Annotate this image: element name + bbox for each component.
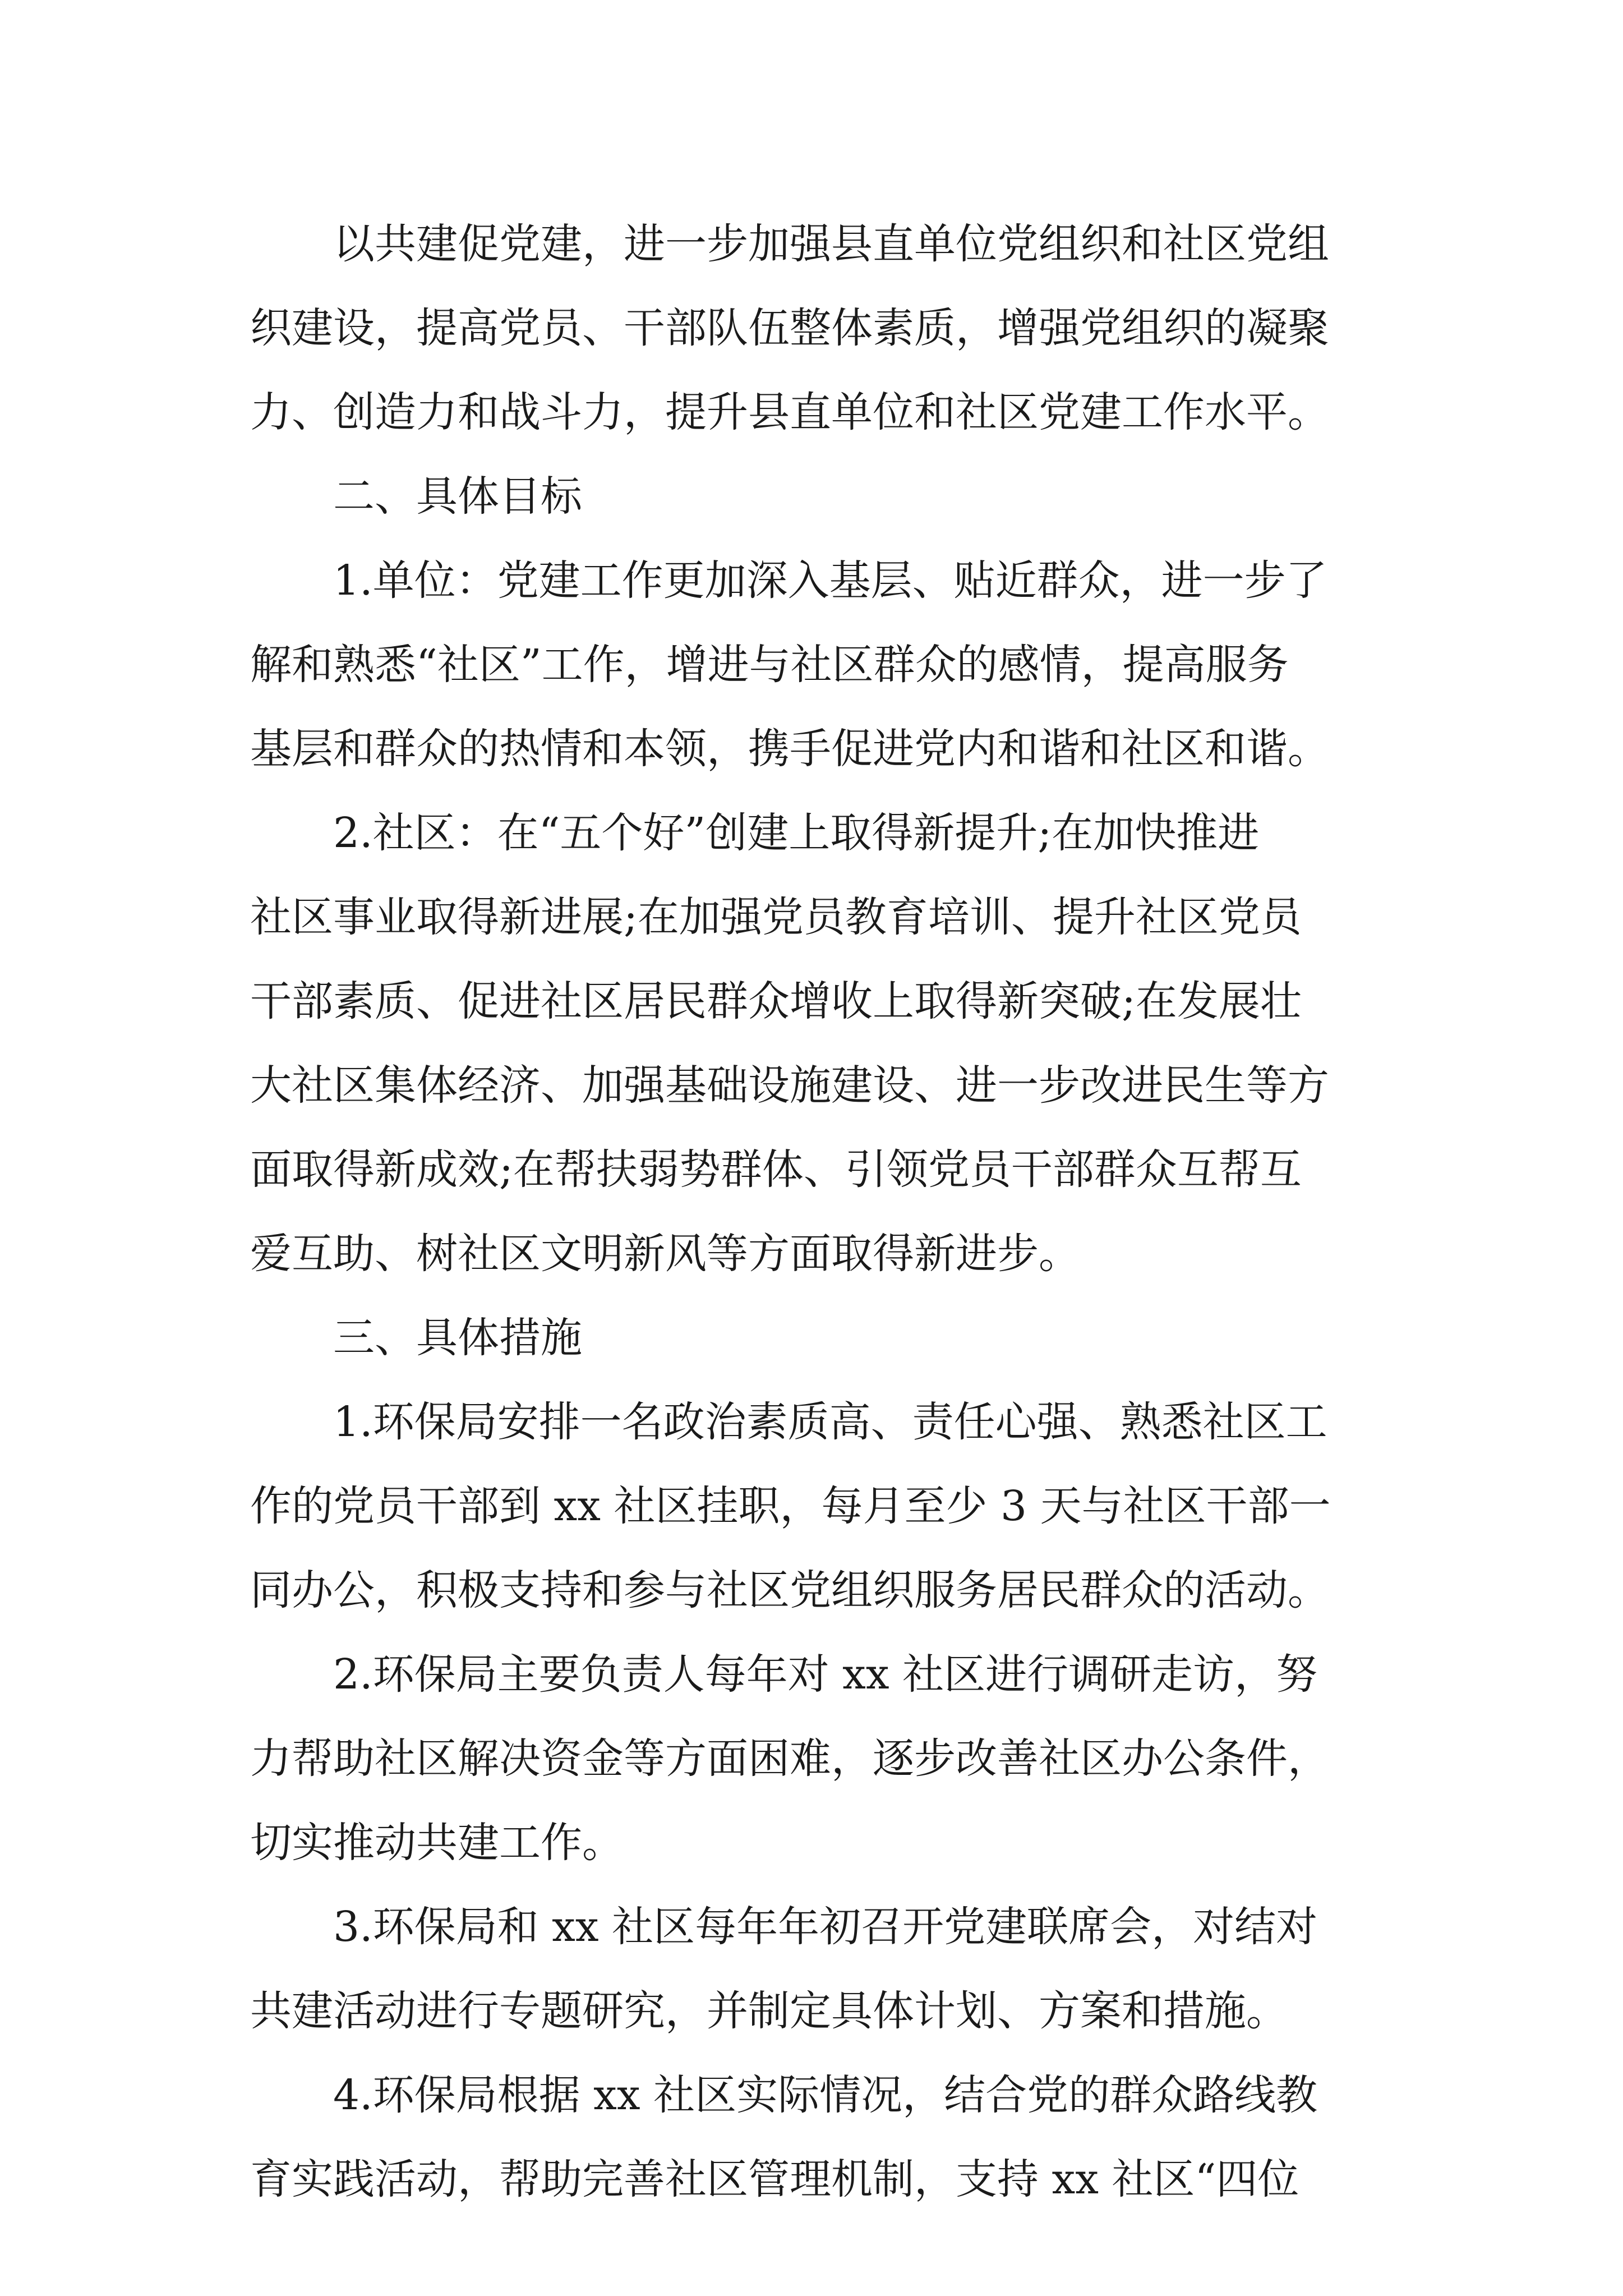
goal-item-1: 1.单位：党建工作更加深入基层、贴近群众，进一步了 解和熟悉“社区”工作，增进与社区群众的感情，提高服务 基层和群众的热情和本领，携手促进党内和谐和社区和谐。 — [250, 556, 1329, 773]
goal-item-2: 2.社区：在“五个好”创建上取得新提升;在加快推进 社区事业取得新进展;在加强党员教育培训、提升社区党员 干部素质、促进社区居民群众增收上取得新突破;在发展壮 大社区集体经济、加强基础设施建设、进一步改进民生等方 面取得新成效;在帮扶弱势群体、引领党员干部群众互帮互 爱互助、树社区文明新风等方面取得新进步。 — [250, 809, 1329, 1278]
document-body — [250, 202, 1383, 2221]
measure-item-3: 3.环保局和 xx 社区每年年初召开党建联席会，对结对 共建活动进行专题研究，并制定具体计划、方案和措施。 — [250, 1903, 1318, 2035]
section-heading-measures: 三、具体措施 — [333, 1314, 582, 1362]
measure-item-1: 1.环保局安排一名政治素质高、责任心强、熟悉社区工 作的党员干部到 xx 社区挂职，每月至少 3 天与社区干部一 同办公，积极支持和参与社区党组织服务居民群众的活动。 — [250, 1398, 1331, 1614]
measure-item-2: 2.环保局主要负责人每年对 xx 社区进行调研走访，努 力帮助社区解决资金等方面困难，逐步改善社区办公条件， 切实推动共建工作。 — [250, 1650, 1329, 1867]
section-heading-goals: 二、具体目标 — [333, 472, 582, 521]
measure-item-4: 4.环保局根据 xx 社区实际情况，结合党的群众路线教 育实践活动，帮助完善社区管理机制，支持 xx 社区“四位 — [250, 2071, 1318, 2203]
intro-paragraph: 以共建促党建，进一步加强县直单位党组织和社区党组 织建设，提高党员、干部队伍整体素质，增强党组织的凝聚 力、创造力和战斗力，提升县直单位和社区党建工作水平。 — [250, 220, 1329, 436]
